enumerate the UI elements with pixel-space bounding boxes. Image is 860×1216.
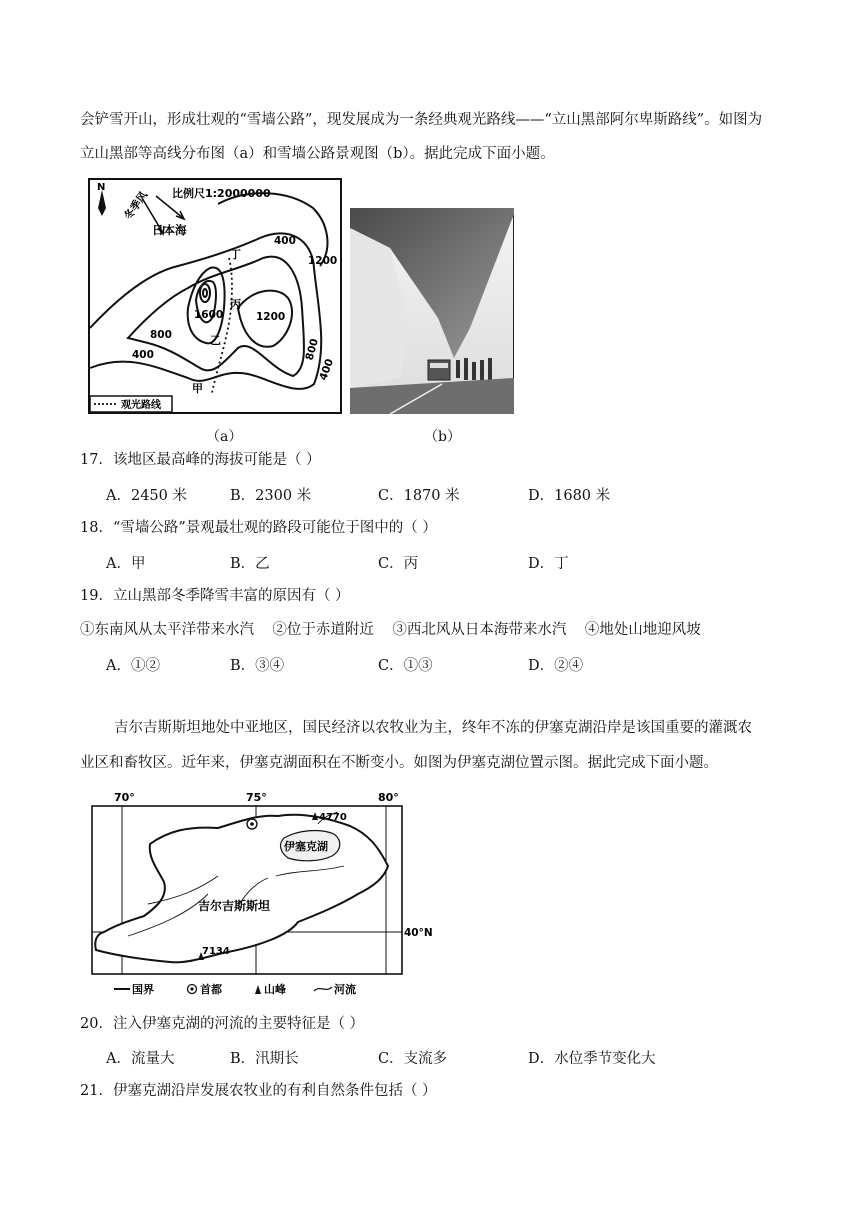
q17-option-d: D．1680 米: [528, 488, 611, 504]
snow-wall-road-photo: [350, 208, 514, 414]
sea-label: 日本海: [152, 223, 187, 237]
q20-option-a: A．流量大: [106, 1051, 175, 1067]
q19-option-d: D．②④: [528, 658, 584, 674]
intro-line-2: 立山黑部等高线分布图（a）和雪墙公路景观图（b）。据此完成下面小题。: [80, 146, 555, 162]
question-19-statements: ①东南风从太平洋带来水汽 ②位于赤道附近 ③西北风从日本海带来水汽 ④地处山地迎风坡: [80, 622, 701, 638]
question-19-stem: 19．立山黑部冬季降雪丰富的原因有（ ）: [80, 588, 350, 604]
scale-label: 比例尺1:2000000: [172, 187, 271, 200]
contour-label: 800: [150, 329, 172, 341]
q18-option-d: D．丁: [528, 556, 569, 572]
lake-label: 伊塞克湖: [284, 840, 328, 853]
map-legend: [114, 982, 356, 996]
q18-option-c: C．丙: [378, 556, 419, 572]
latitude-40n-label: 40°N: [404, 927, 433, 939]
intro-line-1: 会铲雪开山，形成壮观的“雪墙公路”，现发展成为一条经典观光路线——“立山黑部阿尔卑斯路线”。如图为: [80, 112, 763, 128]
contour-map-figure: [88, 178, 342, 414]
contour-label: 1600: [194, 309, 224, 321]
longitude-75-label: 75°: [246, 791, 267, 804]
issyk-kul-location-map: [88, 786, 454, 1008]
figure-b-caption: （b）: [424, 429, 461, 445]
legend-capital-label: 首都: [200, 983, 222, 996]
passage-2-line-2: 业区和畜牧区。近年来，伊塞克湖面积在不断变小。如图为伊塞克湖位置示图。据此完成下面小题。: [80, 755, 718, 771]
peak-4770-label: 4770: [319, 812, 347, 823]
contour-label: 1200: [256, 311, 286, 323]
place-ding: 丁: [230, 248, 241, 261]
q20-option-d: D．水位季节变化大: [528, 1051, 656, 1067]
q20-option-c: C．支流多: [378, 1051, 448, 1067]
longitude-70-label: 70°: [114, 791, 135, 804]
legend-peak-label: 山峰: [264, 983, 286, 996]
q19-option-b: B．③④: [230, 658, 285, 674]
place-jia: 甲: [192, 382, 203, 395]
passage-2-line-1: 吉尔吉斯斯坦地处中亚地区，国民经济以农牧业为主，终年不冻的伊塞克湖沿岸是该国重要的灌溉农: [114, 720, 752, 736]
place-yi: 乙: [210, 334, 221, 347]
q18-option-a: A．甲: [106, 556, 146, 572]
north-label: N: [97, 182, 106, 193]
question-21-stem: 21．伊塞克湖沿岸发展农牧业的有利自然条件包括（ ）: [80, 1083, 437, 1099]
capital-icon: [247, 819, 257, 829]
question-20-stem: 20．注入伊塞克湖的河流的主要特征是（ ）: [80, 1016, 365, 1032]
longitude-80-label: 80°: [378, 791, 399, 804]
legend-river-label: 河流: [334, 983, 356, 996]
contour-label: 1200: [308, 255, 338, 267]
q18-option-b: B．乙: [230, 556, 270, 572]
q17-option-b: B．2300 米: [230, 488, 312, 504]
contour-label: 400: [274, 235, 296, 247]
q19-option-c: C．①③: [378, 658, 433, 674]
contour-label: 400: [132, 349, 154, 361]
place-bing: 丙: [230, 298, 241, 311]
q17-option-c: C．1870 米: [378, 488, 460, 504]
question-17-stem: 17．该地区最高峰的海拔可能是（ ）: [80, 452, 321, 468]
legend-route-label: 观光路线: [121, 400, 161, 411]
contour-label: 800: [303, 337, 321, 362]
peak-7134-label: 7134: [202, 946, 230, 957]
winter-wind-label: 冬季风: [122, 189, 151, 223]
legend-border-label: 国界: [132, 983, 154, 996]
contour-label: 400: [317, 357, 337, 383]
country-label: 吉尔吉斯斯坦: [198, 899, 271, 913]
figure-a-caption: （a）: [206, 429, 243, 445]
question-18-stem: 18．“雪墙公路”景观最壮观的路段可能位于图中的（ ）: [80, 520, 437, 536]
q20-option-b: B．汛期长: [230, 1051, 299, 1067]
q17-option-a: A．2450 米: [106, 488, 187, 504]
q19-option-a: A．①②: [106, 658, 160, 674]
